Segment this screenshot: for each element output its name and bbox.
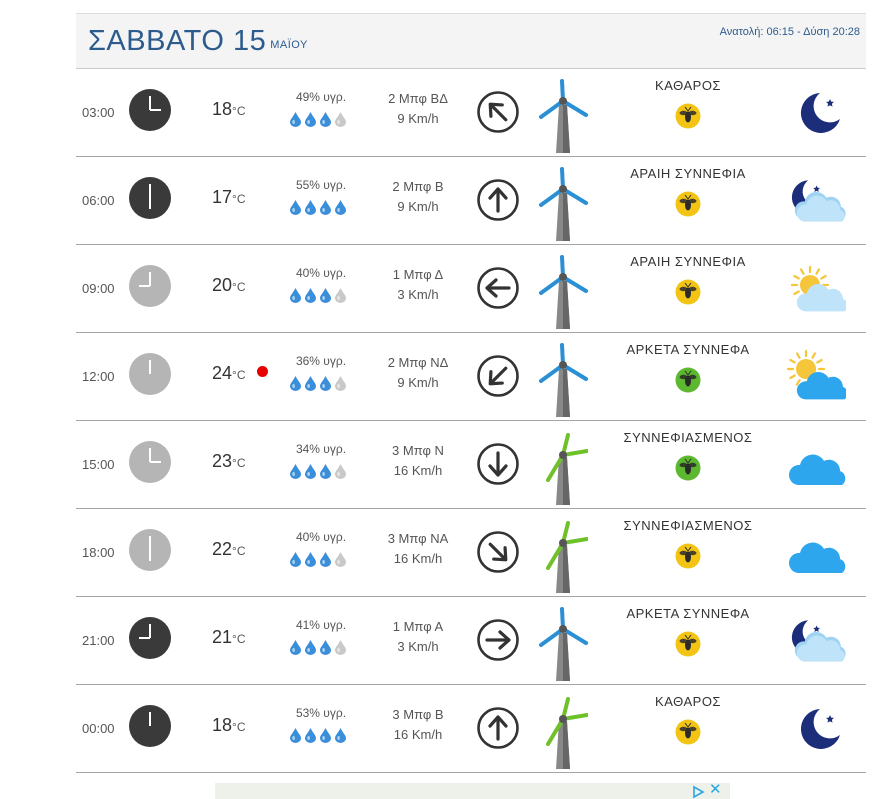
wind-beaufort: 2 Μπφ ΒΔ bbox=[388, 91, 448, 106]
temperature-unit: °C bbox=[232, 280, 246, 294]
temperature bbox=[212, 363, 246, 384]
yellow-bee-icon bbox=[675, 631, 701, 657]
green-bee-icon bbox=[675, 455, 701, 481]
wind-direction-arrow-icon bbox=[476, 90, 520, 134]
wind-direction-arrow-icon bbox=[476, 266, 520, 310]
light-clock-icon bbox=[128, 440, 172, 484]
temperature bbox=[212, 275, 246, 296]
temperature-unit: °C bbox=[232, 544, 246, 558]
wind-beaufort: 3 Μπφ Ν bbox=[392, 443, 444, 458]
yellow-bee-icon bbox=[675, 191, 701, 217]
forecast-row bbox=[76, 597, 866, 685]
temperature-value: 18 bbox=[212, 715, 233, 735]
humidity-text: 36% υγρ. bbox=[295, 354, 347, 368]
temperature bbox=[212, 99, 246, 120]
humidity-drops-icon bbox=[289, 111, 347, 127]
blue-turbine-icon bbox=[538, 255, 588, 329]
blue-turbine-icon bbox=[538, 167, 588, 241]
temperature bbox=[212, 715, 246, 736]
forecast-time: 06:00 bbox=[82, 193, 115, 208]
temperature-value: 17 bbox=[212, 187, 233, 207]
wind-beaufort: 3 Μπφ ΝΑ bbox=[387, 531, 449, 546]
light-clock-icon bbox=[128, 528, 172, 572]
moon-cloud-icon bbox=[784, 171, 846, 231]
dark-clock-icon bbox=[128, 176, 172, 220]
humidity-text: 34% υγρ. bbox=[295, 442, 347, 456]
dark-clock-icon bbox=[128, 704, 172, 748]
humidity-drops-icon bbox=[289, 463, 347, 479]
temperature-unit: °C bbox=[232, 104, 246, 118]
humidity-text: 41% υγρ. bbox=[295, 618, 347, 632]
wind-beaufort: 1 Μπφ Α bbox=[392, 619, 444, 634]
humidity-text: 53% υγρ. bbox=[295, 706, 347, 720]
moon-cloud-icon bbox=[784, 611, 846, 671]
light-clock-icon bbox=[128, 352, 172, 396]
wind-beaufort: 2 Μπφ ΝΔ bbox=[387, 355, 449, 370]
moon-icon bbox=[784, 83, 846, 143]
temperature bbox=[212, 539, 246, 560]
wind-info bbox=[374, 177, 462, 217]
yellow-bee-icon bbox=[675, 103, 701, 129]
forecast-row bbox=[76, 421, 866, 509]
wind-direction-arrow-icon bbox=[476, 530, 520, 574]
sky-condition: ΣΥΝΝΕΦΙΑΣΜΕΝΟΣ bbox=[623, 430, 753, 445]
green-turbine-icon bbox=[538, 519, 588, 593]
temperature-value: 22 bbox=[212, 539, 233, 559]
wind-info bbox=[374, 265, 462, 305]
max-temp-indicator bbox=[257, 366, 268, 377]
temperature-value: 24 bbox=[212, 363, 233, 383]
wind-direction-arrow-icon bbox=[476, 618, 520, 662]
forecast-time: 15:00 bbox=[82, 457, 115, 472]
wind-direction-arrow-icon bbox=[476, 706, 520, 750]
humidity-text: 55% υγρ. bbox=[295, 178, 347, 192]
temperature bbox=[212, 187, 246, 208]
temperature bbox=[212, 627, 246, 648]
humidity-drops-icon bbox=[289, 727, 347, 743]
wind-speed: 16 Km/h bbox=[393, 727, 443, 742]
sky-condition: ΑΡΑΙΗ ΣΥΝΝΕΦΙΑ bbox=[630, 166, 746, 181]
wind-speed: 16 Km/h bbox=[393, 551, 443, 566]
sunrise-sunset: Ανατολή: 06:15 - Δύση 20:28 bbox=[719, 26, 860, 38]
wind-info bbox=[374, 617, 462, 657]
forecast-time: 03:00 bbox=[82, 105, 115, 120]
temperature-value: 18 bbox=[212, 99, 233, 119]
wind-speed: 3 Km/h bbox=[397, 639, 439, 654]
sky-condition: ΑΡΑΙΗ ΣΥΝΝΕΦΙΑ bbox=[630, 254, 746, 269]
humidity-drops-icon bbox=[289, 287, 347, 303]
humidity-text: 49% υγρ. bbox=[295, 90, 347, 104]
adchoices-icon[interactable] bbox=[691, 785, 706, 799]
temperature-unit: °C bbox=[232, 192, 246, 206]
ad-close-button[interactable]: ✕ bbox=[709, 781, 722, 798]
wind-speed: 16 Km/h bbox=[393, 463, 443, 478]
dark-clock-icon bbox=[128, 616, 172, 660]
wind-speed: 9 Km/h bbox=[397, 111, 439, 126]
wind-info bbox=[374, 89, 462, 129]
wind-beaufort: 1 Μπφ Δ bbox=[392, 267, 444, 282]
wind-speed: 9 Km/h bbox=[397, 375, 439, 390]
blue-turbine-icon bbox=[538, 343, 588, 417]
forecast-row bbox=[76, 157, 866, 245]
green-turbine-icon bbox=[538, 431, 588, 505]
forecast-row bbox=[76, 685, 866, 773]
sun-cloud-light-icon bbox=[784, 259, 846, 319]
temperature-unit: °C bbox=[232, 456, 246, 470]
wind-info bbox=[374, 353, 462, 393]
wind-direction-arrow-icon bbox=[476, 442, 520, 486]
forecast-time: 09:00 bbox=[82, 281, 115, 296]
wind-speed: 9 Km/h bbox=[397, 199, 439, 214]
wind-direction-arrow-icon bbox=[476, 178, 520, 222]
moon-icon bbox=[784, 699, 846, 759]
humidity-drops-icon bbox=[289, 199, 347, 215]
forecast-time: 12:00 bbox=[82, 369, 115, 384]
wind-info bbox=[374, 529, 462, 569]
blue-turbine-icon bbox=[538, 607, 588, 681]
green-bee-icon bbox=[675, 367, 701, 393]
sun-cloud-icon bbox=[784, 347, 846, 407]
day-label: ΣΑΒΒΑΤΟ 15 bbox=[88, 25, 267, 57]
temperature-value: 21 bbox=[212, 627, 233, 647]
yellow-bee-icon bbox=[675, 719, 701, 745]
yellow-bee-icon bbox=[675, 279, 701, 305]
wind-direction-arrow-icon bbox=[476, 354, 520, 398]
wind-info bbox=[374, 705, 462, 745]
humidity-drops-icon bbox=[289, 639, 347, 655]
temperature bbox=[212, 451, 246, 472]
yellow-bee-icon bbox=[675, 543, 701, 569]
temperature-unit: °C bbox=[232, 632, 246, 646]
humidity-text: 40% υγρ. bbox=[295, 530, 347, 544]
cloud-icon bbox=[784, 435, 846, 495]
ad-banner[interactable] bbox=[215, 783, 730, 799]
wind-beaufort: 2 Μπφ Β bbox=[392, 179, 444, 194]
humidity-text: 40% υγρ. bbox=[295, 266, 347, 280]
forecast-time: 21:00 bbox=[82, 633, 115, 648]
temperature-value: 20 bbox=[212, 275, 233, 295]
humidity-drops-icon bbox=[289, 551, 347, 567]
light-clock-icon bbox=[128, 264, 172, 308]
wind-info bbox=[374, 441, 462, 481]
forecast-row bbox=[76, 509, 866, 597]
wind-speed: 3 Km/h bbox=[397, 287, 439, 302]
cloud-icon bbox=[784, 523, 846, 583]
forecast-panel bbox=[76, 13, 866, 773]
forecast-time: 00:00 bbox=[82, 721, 115, 736]
wind-beaufort: 3 Μπφ Β bbox=[392, 707, 444, 722]
forecast-row bbox=[76, 245, 866, 333]
sky-condition: ΣΥΝΝΕΦΙΑΣΜΕΝΟΣ bbox=[623, 518, 753, 533]
temperature-unit: °C bbox=[232, 720, 246, 734]
month-label: ΜΑΪΟΥ bbox=[270, 39, 308, 51]
forecast-row bbox=[76, 69, 866, 157]
temperature-value: 23 bbox=[212, 451, 233, 471]
temperature-unit: °C bbox=[232, 368, 246, 382]
forecast-row bbox=[76, 333, 866, 421]
forecast-time: 18:00 bbox=[82, 545, 115, 560]
forecast-rows bbox=[76, 69, 866, 773]
humidity-drops-icon bbox=[289, 375, 347, 391]
sky-condition: ΚΑΘΑΡΟΣ bbox=[655, 694, 721, 709]
sky-condition: ΚΑΘΑΡΟΣ bbox=[655, 78, 721, 93]
day-header bbox=[76, 13, 866, 69]
day-title bbox=[88, 25, 308, 58]
sky-condition: ΑΡΚΕΤΑ ΣΥΝΝΕΦΑ bbox=[626, 606, 750, 621]
green-turbine-icon bbox=[538, 695, 588, 769]
dark-clock-icon bbox=[128, 88, 172, 132]
blue-turbine-icon bbox=[538, 79, 588, 153]
sky-condition: ΑΡΚΕΤΑ ΣΥΝΝΕΦΑ bbox=[626, 342, 750, 357]
